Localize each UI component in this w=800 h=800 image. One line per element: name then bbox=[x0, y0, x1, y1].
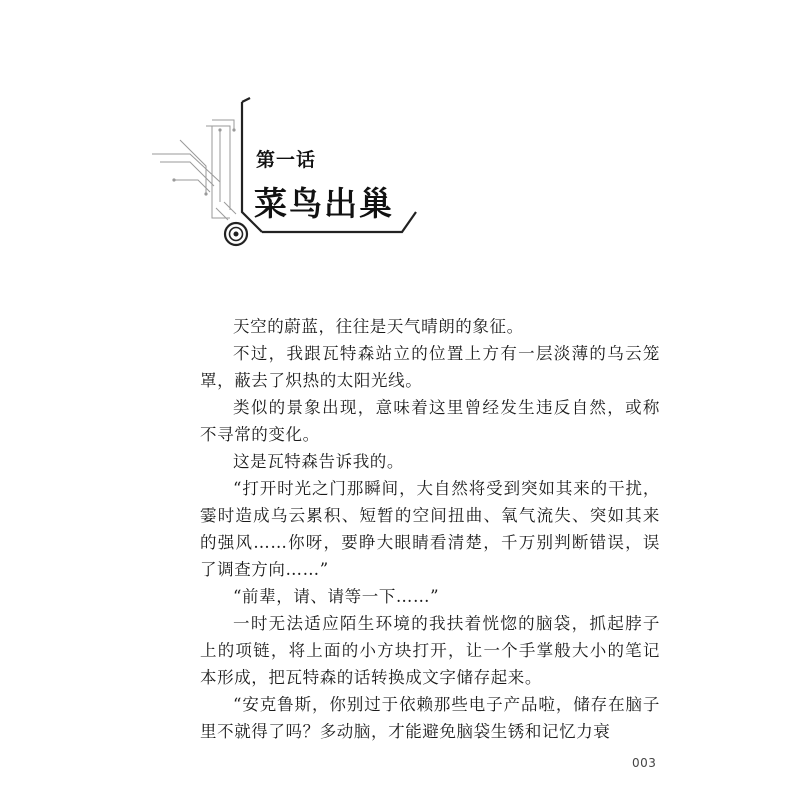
page-number: 003 bbox=[632, 756, 657, 770]
paragraph: 类似的景象出现，意味着这里曾经发生违反自然，或称不寻常的变化。 bbox=[200, 398, 660, 444]
paragraph: “安克鲁斯，你别过于依赖那些电子产品啦，储存在脑子里不就得了吗？多动脑，才能避免脑袋生锈和记忆力衰 bbox=[200, 695, 660, 741]
paragraph: 天空的蔚蓝，往往是天气晴朗的象征。 bbox=[233, 317, 524, 336]
chapter-title: 菜鸟出巢 bbox=[254, 184, 394, 223]
circuit-lines bbox=[152, 120, 236, 220]
emblem-circle-icon bbox=[225, 223, 247, 245]
paragraph: 这是瓦特森告诉我的。 bbox=[233, 452, 404, 471]
chapter-body-text bbox=[200, 313, 660, 745]
chapter-header-ornament bbox=[150, 90, 430, 260]
paragraph: 不过，我跟瓦特森站立的位置上方有一层淡薄的乌云笼罩，蔽去了炽热的太阳光线。 bbox=[200, 344, 660, 390]
frame-top-tick bbox=[242, 98, 250, 102]
chapter-number: 第一话 bbox=[256, 149, 317, 171]
paragraph: “打开时光之门那瞬间，大自然将受到突如其来的干扰，霎时造成乌云累积、短暂的空间扭曲、氧气流失、突如其来的强风……你呀，要睁大眼睛看清楚，千万别判断错误，误了调查方向……” bbox=[200, 479, 660, 579]
paragraph: “前辈，请、请等一下……” bbox=[233, 587, 440, 606]
paragraph: 一时无法适应陌生环境的我扶着恍惚的脑袋，抓起脖子上的项链，将上面的小方块打开，让一个手掌般大小的笔记本形成，把瓦特森的话转换成文字储存起来。 bbox=[200, 614, 660, 687]
